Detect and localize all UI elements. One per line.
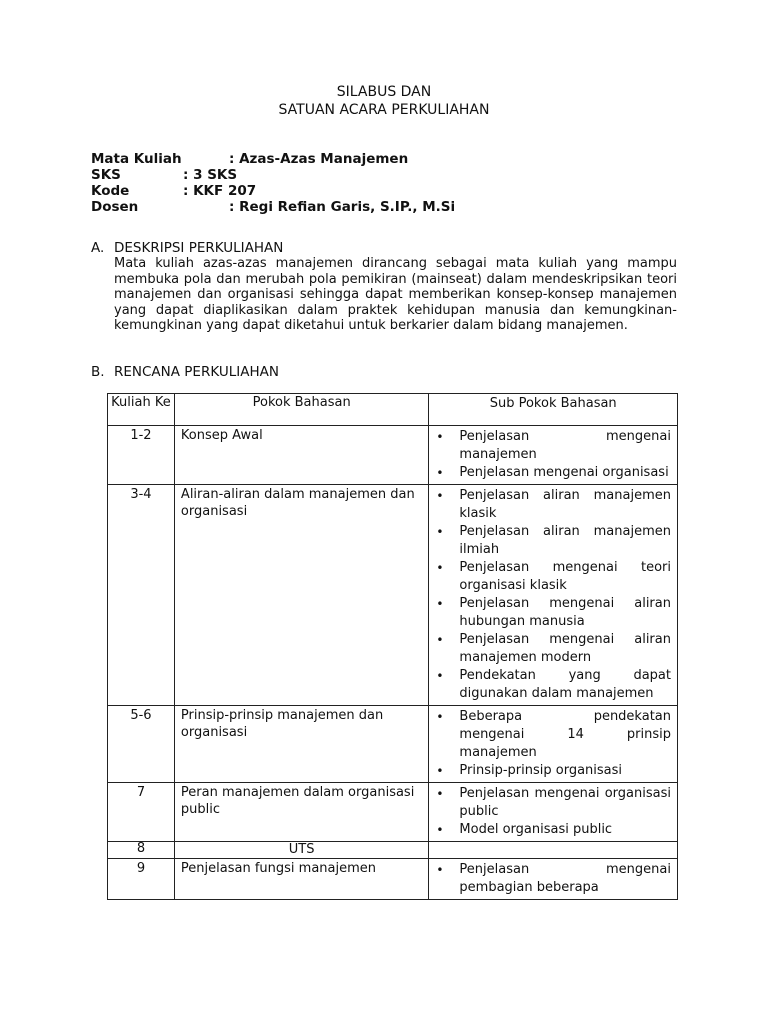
list-item: • Model organisasi public	[459, 821, 671, 839]
section-letter: B.	[91, 364, 105, 380]
list-item: • Penjelasan mengenai teori organisasi klasik	[459, 559, 671, 595]
info-label: Mata Kuliah	[91, 151, 182, 167]
table-row	[108, 842, 678, 859]
cell-kuliah-ke: 7	[108, 783, 175, 842]
table-header-row	[108, 394, 678, 426]
cell-kuliah-ke: 9	[108, 859, 175, 900]
cell-sub-pokok	[429, 842, 678, 859]
cell-pokok-bahasan: Konsep Awal	[174, 426, 428, 485]
info-value: : Azas-Azas Manajemen	[229, 151, 409, 167]
document-title-line1: SILABUS DAN	[336, 84, 432, 100]
section-heading: RENCANA PERKULIAHAN	[114, 364, 279, 380]
list-item: • Penjelasan mengenai pembagian beberapa	[459, 861, 671, 897]
list-item: • Penjelasan aliran manajemen klasik	[459, 487, 671, 523]
cell-sub-pokok	[429, 485, 678, 706]
list-item: • Penjelasan mengenai aliran manajemen modern	[459, 631, 671, 667]
table-row	[108, 783, 678, 842]
column-header-kuliah-ke: Kuliah Ke	[108, 394, 175, 426]
section-plan	[91, 364, 491, 382]
table-row	[108, 706, 678, 783]
cell-sub-pokok	[429, 426, 678, 485]
cell-sub-pokok	[429, 783, 678, 842]
description-paragraph: Mata kuliah azas-azas manajemen dirancang sebagai mata kuliah yang mampu membuka pola dan merubah pola pemikiran (mainseat) dalam mendeskripsikan teori manajemen dan organisasi sehingga dapat memberikan konsep-konsep manajemen yang dapat diaplikasikan dalam praktek kehidupan manusia dan kemungkinan-kemungkinan yang dapat diketahui untuk berkarier dalam bidang manajemen.	[114, 256, 677, 334]
column-header-pokok-bahasan: Pokok Bahasan	[174, 394, 428, 426]
list-item: • Penjelasan mengenai manajemen	[459, 428, 671, 464]
table-row	[108, 426, 678, 485]
cell-sub-pokok	[429, 859, 678, 900]
list-item: • Pendekatan yang dapat digunakan dalam manajemen	[459, 667, 671, 703]
list-item: • Penjelasan mengenai organisasi public	[459, 785, 671, 821]
info-value: : KKF 207	[183, 183, 257, 199]
info-value: : Regi Refian Garis, S.IP., M.Si	[229, 199, 456, 215]
table-row	[108, 485, 678, 706]
document-title-line2: SATUAN ACARA PERKULIAHAN	[278, 102, 490, 118]
list-item: • Penjelasan mengenai organisasi	[459, 464, 671, 482]
info-label: Dosen	[91, 199, 139, 215]
column-header-sub-pokok-bahasan: Sub Pokok Bahasan	[429, 394, 678, 426]
cell-kuliah-ke: 8	[108, 842, 175, 859]
list-item: • Penjelasan mengenai aliran hubungan manusia	[459, 595, 671, 631]
table-row	[108, 859, 678, 900]
cell-kuliah-ke: 3-4	[108, 485, 175, 706]
cell-kuliah-ke: 1-2	[108, 426, 175, 485]
list-item: • Beberapa pendekatan mengenai 14 prinsip manajemen	[459, 708, 671, 762]
info-label: SKS	[91, 167, 121, 183]
info-value: : 3 SKS	[183, 167, 238, 183]
cell-pokok-bahasan: Penjelasan fungsi manajemen	[174, 859, 428, 900]
cell-pokok-bahasan: UTS	[174, 842, 428, 859]
cell-sub-pokok	[429, 706, 678, 783]
list-item: • Prinsip-prinsip organisasi	[459, 762, 671, 780]
cell-pokok-bahasan: Aliran-aliran dalam manajemen dan organisasi	[174, 485, 428, 706]
cell-kuliah-ke: 5-6	[108, 706, 175, 783]
cell-pokok-bahasan: Prinsip-prinsip manajemen dan organisasi	[174, 706, 428, 783]
cell-pokok-bahasan: Peran manajemen dalam organisasi public	[174, 783, 428, 842]
section-letter: A.	[91, 240, 105, 256]
info-label: Kode	[91, 183, 130, 199]
list-item: • Penjelasan aliran manajemen ilmiah	[459, 523, 671, 559]
lecture-plan-table	[107, 393, 678, 900]
section-heading: DESKRIPSI PERKULIAHAN	[114, 240, 284, 256]
